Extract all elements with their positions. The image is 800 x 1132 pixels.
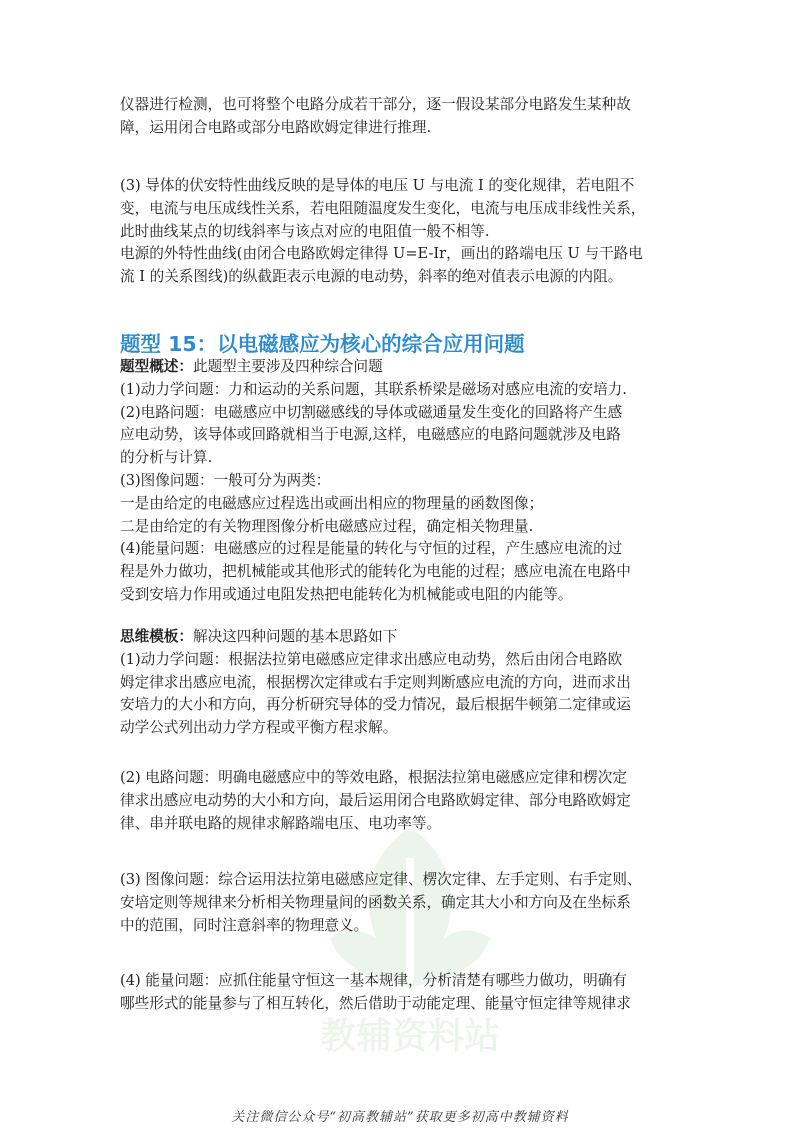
overview-section bbox=[120, 356, 685, 607]
text-line: (4) 能量问题：应抓住能量守恒这一基本规律，分析清楚有哪些力做功，明确有 bbox=[120, 972, 627, 989]
overview-label: 题型概述： bbox=[120, 358, 193, 375]
text-line: 动学公式列出动力学方程或平衡方程求解。 bbox=[120, 719, 398, 737]
text-line: 应电动势，该导体或回路就相当于电源,这样，电磁感应的电路问题就涉及电路 bbox=[120, 426, 621, 444]
text-line: 此时曲线某点的切线斜率与该点对应的电阻值一般不相等. bbox=[120, 222, 490, 240]
text-line: 变，电流与电压成线性关系，若电阻随温度发生变化，电流与电压成非线性关系， bbox=[120, 199, 646, 217]
text-line: 障，运用闭合电路或部分电路欧姆定律进行推理. bbox=[120, 118, 432, 136]
text-line: (3) 导体的伏安特性曲线反映的是导体的电压 U 与电流 I 的变化规律，若电阻不 bbox=[120, 177, 635, 194]
text-line: (2) 电路问题：明确电磁感应中的等效电路，根据法拉第电磁感应定律和楞次定 bbox=[120, 769, 627, 786]
text-line: (1)动力学问题：根据法拉第电磁感应定律求出感应电动势，然后由闭合电路欧 bbox=[120, 650, 623, 668]
text-line: 中的范围，同时注意斜率的物理意义。 bbox=[120, 916, 369, 934]
watermark-text: 教辅资料站 bbox=[319, 1016, 500, 1057]
footer-note: 关注微信公众号“初高教辅站”获取更多初高中教辅资料 bbox=[231, 1110, 569, 1125]
text-line: 仪器进行检测，也可将整个电路分成若干部分，逐一假设某部分电路发生某种故 bbox=[120, 96, 631, 113]
graph-paragraph bbox=[120, 869, 685, 937]
text-line: 安培力的大小和方向，再分析研究导体的受力情况，最后根据牛顿第二定律或运 bbox=[120, 696, 631, 714]
text-line: 哪些形式的能量参与了相互转化，然后借助于动能定理、能量守恒定律等规律求 bbox=[120, 994, 631, 1012]
template-section bbox=[120, 626, 685, 740]
intro-paragraph bbox=[120, 94, 685, 140]
text-line: 律、串并联电路的规律求解路端电压、电功率等。 bbox=[120, 814, 442, 832]
text-line: 电源的外特性曲线(由闭合电路欧姆定律得 U=E-Ir，画出的路端电压 U 与干路电 bbox=[120, 245, 643, 263]
section-title: 题型 15：以电磁感应为核心的综合应用问题 bbox=[120, 332, 525, 356]
text-line: 受到安培力作用或通过电阻发热把电能转化为机械能或电阻的内能等。 bbox=[120, 585, 573, 603]
text-line: (2)电路问题：电磁感应中切割磁感线的导体或磁通量发生变化的回路将产生感 bbox=[120, 403, 623, 421]
text-line: 律求出感应电动势的大小和方向，最后运用闭合电路欧姆定律、部分电路欧姆定 bbox=[120, 791, 631, 809]
text-line: 二是由给定的有关物理图像分析电磁感应过程，确定相关物理量. bbox=[120, 517, 534, 535]
text-line: 的分析与计算. bbox=[120, 449, 213, 467]
circuit-paragraph bbox=[120, 767, 685, 835]
iv-curve-paragraph bbox=[120, 175, 685, 289]
overview-intro: 此题型主要涉及四种综合问题 bbox=[192, 358, 383, 375]
text-line: 流 I 的关系图线)的纵截距表示电源的电动势，斜率的绝对值表示电源的内阻。 bbox=[120, 268, 623, 286]
text-line: (3)图像问题：一般可分为两类： bbox=[120, 471, 331, 489]
text-line: (1)动力学问题：力和运动的关系问题，其联系桥梁是磁场对感应电流的安培力. bbox=[120, 380, 627, 398]
template-heading-line bbox=[120, 626, 685, 649]
template-label: 思维模板： bbox=[120, 628, 193, 645]
text-line: 一是由给定的电磁感应过程选出或画出相应的物理量的函数图像； bbox=[120, 494, 544, 512]
text-line: (4)能量问题：电磁感应的过程是能量的转化与守恒的过程，产生感应电流的过 bbox=[120, 540, 623, 558]
energy-paragraph bbox=[120, 970, 685, 1016]
text-line: 姆定律求出感应电流，根据楞次定律或右手定则判断感应电流的方向，进而求出 bbox=[120, 673, 631, 691]
text-line: (3) 图像问题：综合运用法拉第电磁感应定律、楞次定律、左手定则、右手定则、 bbox=[120, 871, 642, 888]
watermark bbox=[300, 818, 520, 1058]
text-line: 程是外力做功，把机械能或其他形式的能转化为电能的过程；感应电流在电路中 bbox=[120, 563, 631, 581]
template-intro: 解决这四种问题的基本思路如下 bbox=[192, 628, 398, 645]
text-line: 安培定则等规律来分析相关物理量间的函数关系，确定其大小和方向及在坐标系 bbox=[120, 893, 631, 911]
overview-heading-line bbox=[120, 356, 685, 379]
